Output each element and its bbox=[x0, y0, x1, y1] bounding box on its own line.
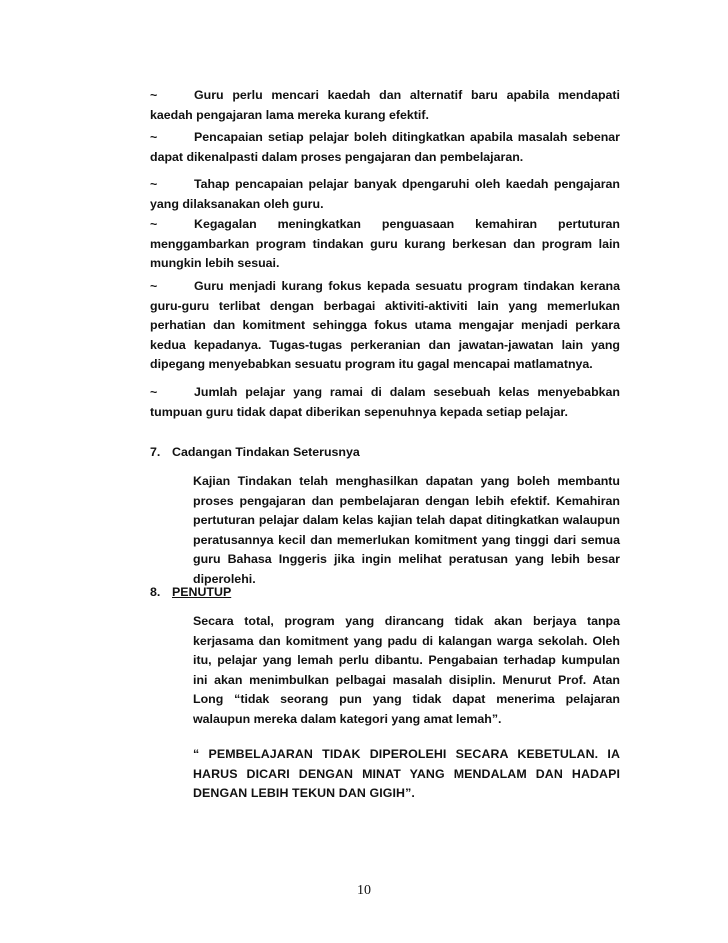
bullet-text: Guru perlu mencari kaedah dan alternatif baru apabila mendapati kaedah pengajaran lama mereka kurang efektif. bbox=[150, 88, 620, 122]
section-number: 8. bbox=[150, 585, 161, 599]
bullet-item bbox=[150, 277, 620, 375]
bullet-tilde: ~ bbox=[150, 177, 158, 191]
bullet-tilde: ~ bbox=[150, 217, 158, 231]
section-7-body: Kajian Tindakan telah menghasilkan dapatan yang boleh membantu proses pengajaran dan pembelajaran dengan lebih efektif. Kemahiran pertuturan pelajar dalam kelas kajian telah dapat ditingkatkan walaupun peratusannya kecil dan memerlukan komitment yang tinggi dari semua guru Bahasa Inggeris jika ingin melihat peratusan yang lebih besar diperolehi. bbox=[193, 474, 620, 586]
bullet-text: Pencapaian setiap pelajar boleh ditingkatkan apabila masalah sebenar dapat dikenalpasti dalam proses pengajaran dan pembelajaran. bbox=[150, 130, 620, 164]
closing-quote: “ PEMBELAJARAN TIDAK DIPEROLEHI SECARA KEBETULAN. IA HARUS DICARI DENGAN MINAT YANG MENDALAM DAN HADAPI DENGAN LEBIH TEKUN DAN GIGIH”. bbox=[193, 747, 620, 801]
section-title: PENUTUP bbox=[172, 585, 232, 599]
bullet-item bbox=[150, 383, 620, 422]
bullet-tilde: ~ bbox=[150, 88, 158, 102]
bullet-text: Kegagalan meningkatkan penguasaan kemahiran pertuturan menggambarkan program tindakan guru kurang berkesan dan program lain mungkin lebih sesuai. bbox=[150, 217, 620, 271]
bullet-tilde: ~ bbox=[150, 130, 158, 144]
bullet-item bbox=[150, 128, 620, 167]
section-number: 7. bbox=[150, 445, 161, 459]
section-7-heading bbox=[150, 443, 360, 463]
section-8-body: Secara total, program yang dirancang tidak akan berjaya tanpa kerjasama dan komitment yang padu di kalangan warga sekolah. Oleh itu, pelajar yang lemah perlu dibantu. Pengabaian terhadap kumpulan ini akan menimbulkan pelbagai masalah disiplin. Menurut Prof. Atan Long “tidak seorang pun yang tidak dapat menerima pelajaran walaupun mereka dalam kategori yang amat lemah”. bbox=[193, 614, 620, 726]
bullet-item bbox=[150, 215, 620, 274]
bullet-tilde: ~ bbox=[150, 385, 158, 399]
section-title: Cadangan Tindakan Seterusnya bbox=[172, 445, 360, 459]
bullet-text: Jumlah pelajar yang ramai di dalam sesebuah kelas menyebabkan tumpuan guru tidak dapat diberikan sepenuhnya kepada setiap pelajar. bbox=[150, 385, 620, 419]
page-number: 10 bbox=[357, 883, 371, 898]
bullet-item bbox=[150, 86, 620, 125]
section-8-heading bbox=[150, 583, 231, 603]
bullet-text: Guru menjadi kurang fokus kepada sesuatu program tindakan kerana guru-guru terlibat dengan berbagai aktiviti-aktiviti lain yang memerlukan perhatian dan komitment sehingga fokus utama mengajar menjadi perkara kedua kepadanya. Tugas-tugas perkeranian dan jawatan-jawatan lain yang dipegang menyebabkan sesuatu program itu gagal mencapai matlamatnya. bbox=[150, 279, 620, 372]
bullet-text: Tahap pencapaian pelajar banyak dpengaruhi oleh kaedah pengajaran yang dilaksanakan oleh guru. bbox=[150, 177, 620, 211]
bullet-tilde: ~ bbox=[150, 279, 158, 293]
bullet-item bbox=[150, 175, 620, 214]
